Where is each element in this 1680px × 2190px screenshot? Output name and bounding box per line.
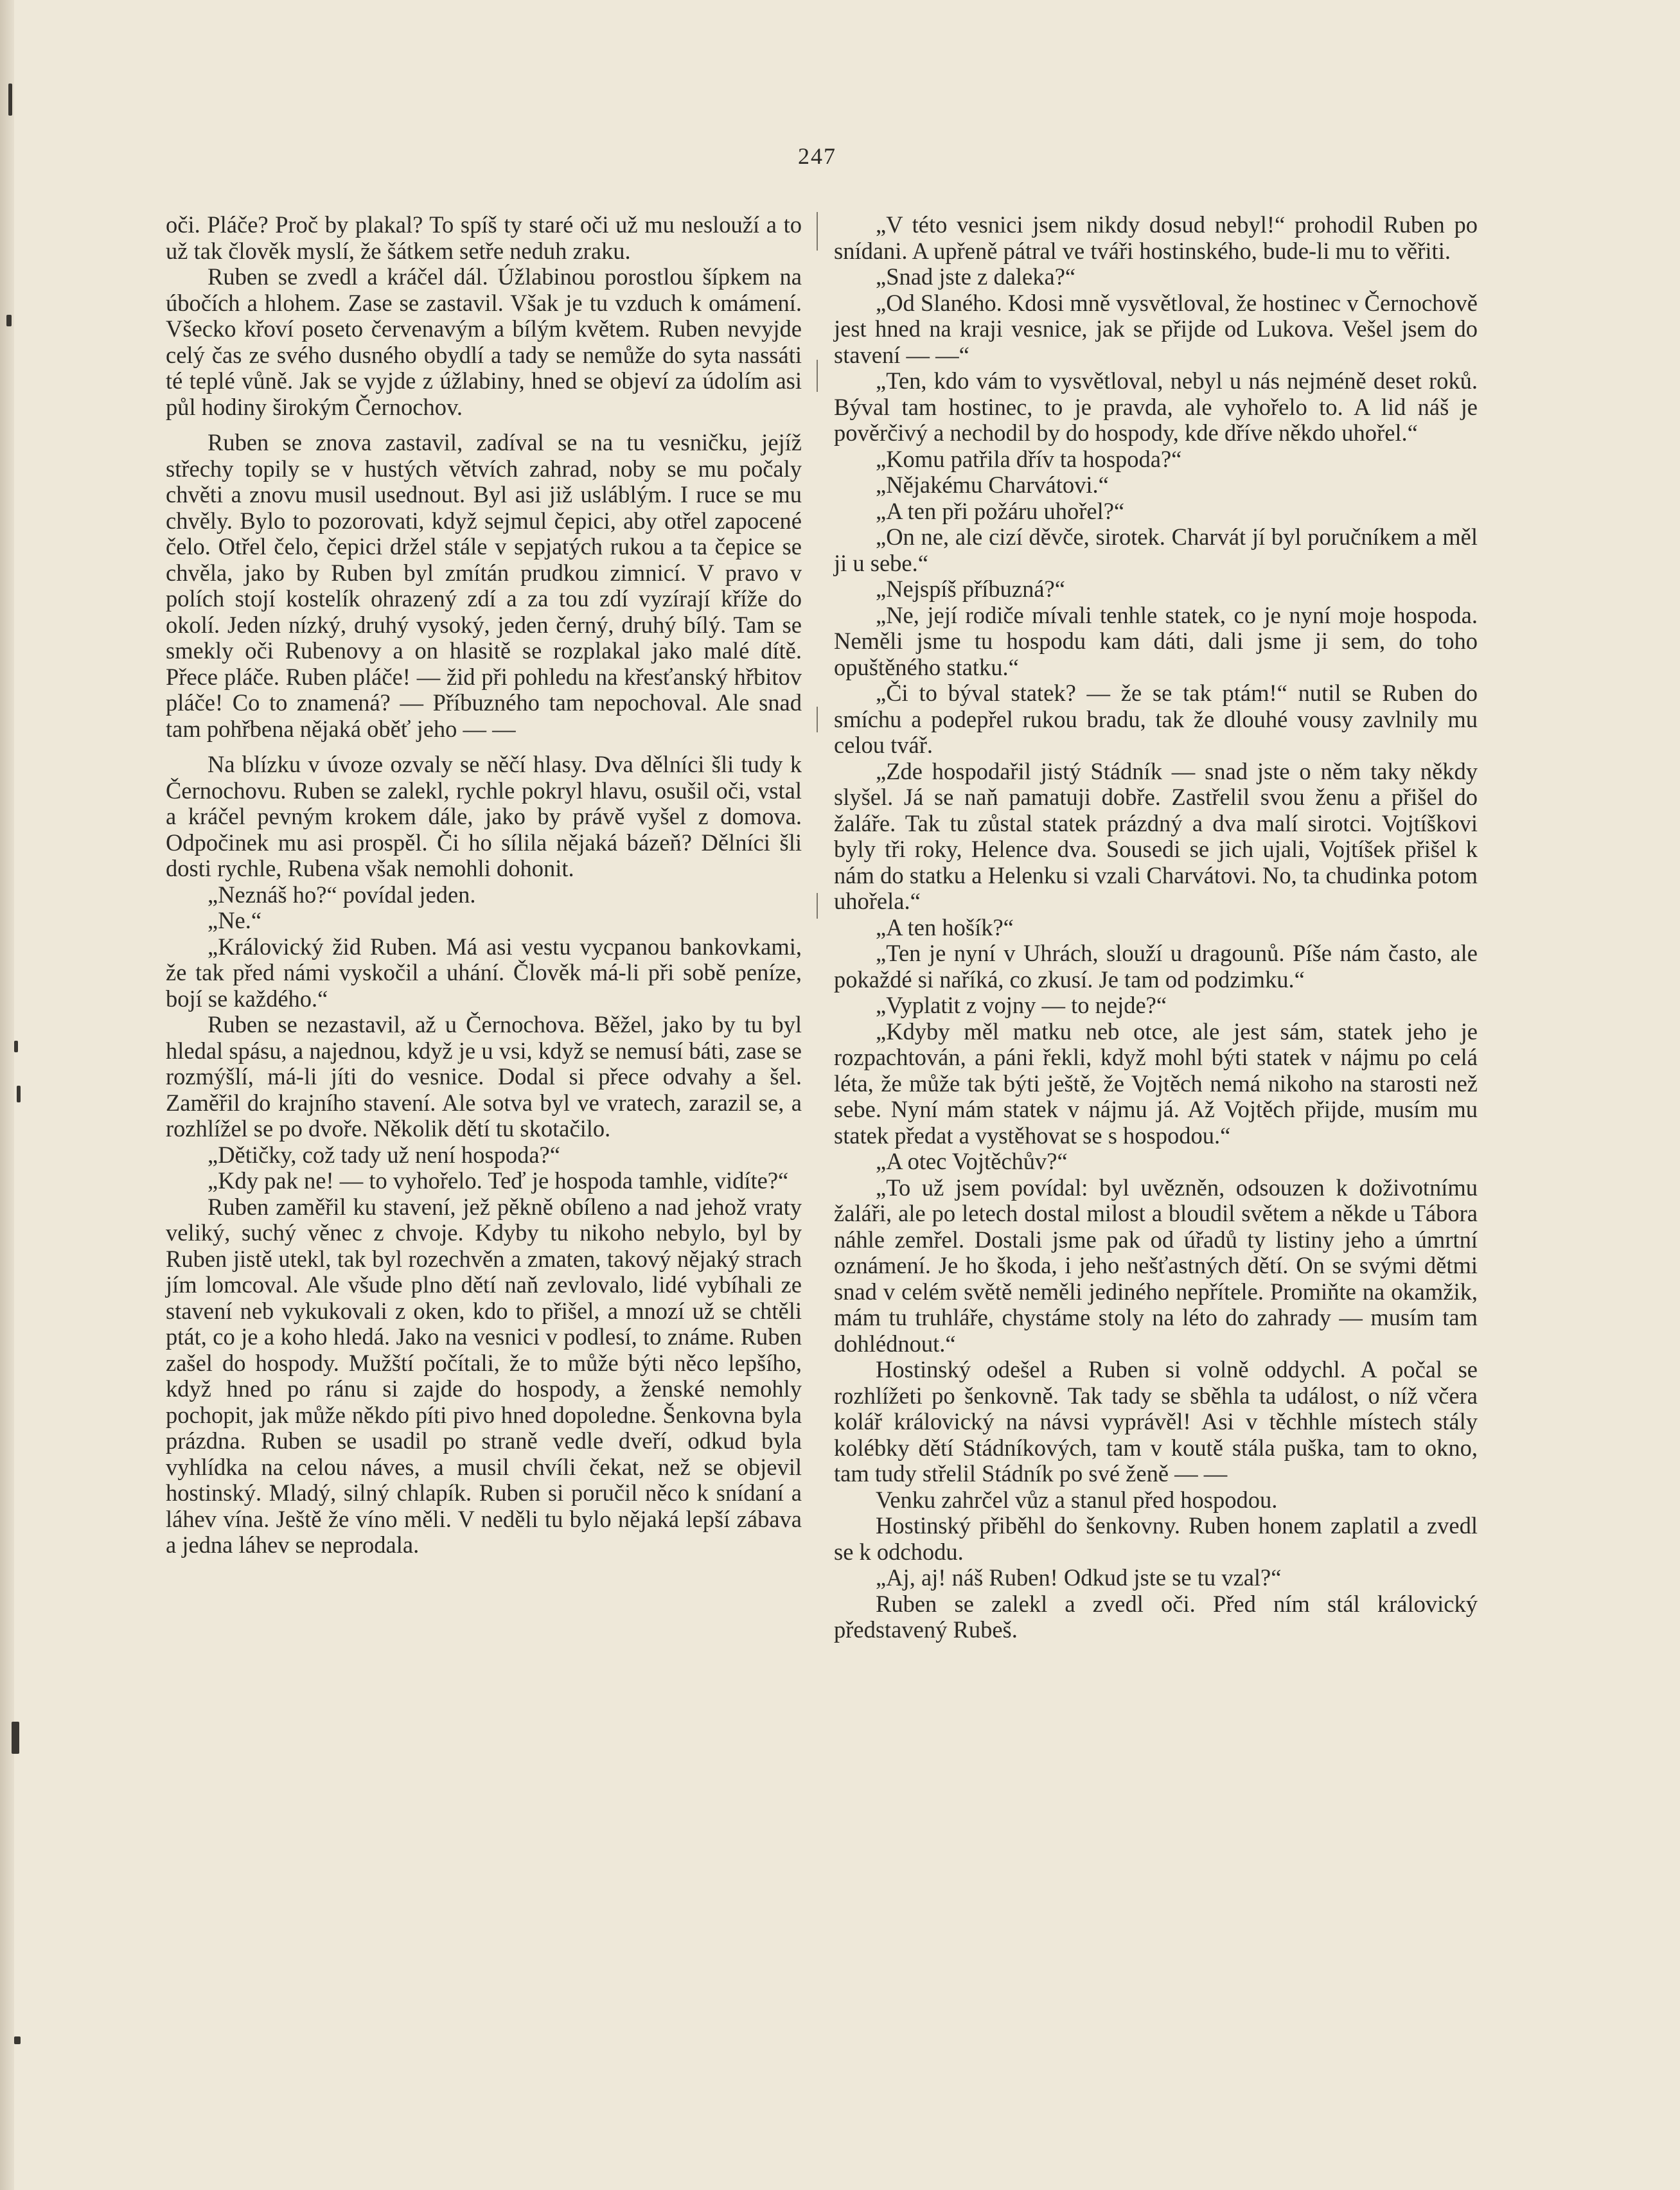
paragraph: Hostinský přiběhl do šenkovny. Ruben honem zaplatil a zvedl se k odchodu. [834, 1512, 1478, 1565]
paragraph: Na blízku v úvoze ozvaly se něčí hlasy. Dva dělníci šli tudy k Černochovu. Ruben se zalekl, rychle pokryl hlavu, osušil oči, vstal a kráčel pevným krokem dále, jako by právě vyšel z domova. Odpočinek mu asi prospěl. Či ho sílila nějaká bázeň? Dělníci šli dosti rychle, Rubena však nemohli dohonit. [166, 751, 802, 881]
paragraph: „Či to býval statek? — že se tak ptám!“ nutil se Ruben do smíchu a podepřel rukou bradu, tak že dlouhé vousy zavlnily mu celou tvář. [834, 680, 1478, 758]
paragraph: „Komu patřila dřív ta hospoda?“ [876, 445, 1182, 472]
paragraph: „Snad jste z daleka?“ [876, 263, 1076, 290]
page-number: 247 [798, 143, 836, 169]
margin-mark [14, 1041, 18, 1052]
paragraph: „Ten je nyní v Uhrách, slouží u dragounů. Píše nám často, ale pokaždé si naříká, co zkusí. Je tam od podzimku.“ [834, 940, 1478, 993]
paragraph: Venku zahrčel vůz a stanul před hospodou. [876, 1486, 1278, 1513]
paragraph: „V této vesnici jsem nikdy dosud nebyl!“ prohodil Ruben po snídani. A upřeně pátral ve tváři hostinského, bude-li mu to věřiti. [834, 211, 1478, 264]
paragraph: Hostinský odešel a Ruben si volně oddychl. A počal se rozhlížeti po šenkovně. Tak tady se sběhla ta událost, o níž včera kolář královický na návsi vyprávěl! Asi v těchhle místech stály kolébky dětí Stádníkových, tam v koutě stála puška, tam to okno, tam tudy střelil Stádník po své ženě — — [834, 1356, 1478, 1487]
paragraph: Ruben zaměřil ku stavení, jež pěkně obíleno a nad jehož vraty veliký, suchý věnec z chvoje. Kdyby tu nikoho nebylo, byl by Ruben jistě utekl, tak byl rozechvěn a zmaten, takový nějaký strach jím lomcoval. Ale všude plno dětí naň zevlovalo, lidé vybíhali ze stavení neb vykukovali z oken, kdo to přišel, a mnozí už se chtěli ptát, co je a koho hledá. Jako na vesnici v podlesí, to známe. Ruben zašel do hospody. Mužští počítali, že to může býti něco lepšího, když hned po ránu si zajde do hospody, a ženské nemohly pochopit, jak může někdo píti pivo hned dopoledne. Šenkovna byla prázdna. Ruben se usadil po straně vedle dveří, odkud byla vyhlídka na celou náves, a musil chvíli čekat, než se objevil hostinský. Mladý, silný chlapík. Ruben si poručil něco k snídaní a láhev vína. Ještě že víno měli. V neděli tu bylo nějaká lepší zábava a jedna láhev se neprodala. [166, 1193, 802, 1558]
margin-mark [8, 84, 12, 116]
paragraph: „A ten při požáru uhořel?“ [876, 497, 1125, 524]
paragraph: „Královický žid Ruben. Má asi vestu vycpanou bankovkami, že tak před námi vyskočil a uhání. Člověk má-li při sobě peníze, bojí se každého.“ [166, 933, 802, 1012]
paragraph: „Ne, její rodiče mívali tenhle statek, co je nyní moje hospoda. Neměli jsme tu hospodu kam dáti, dali jsme ji sem, do toho opuštěného statku.“ [834, 601, 1478, 680]
paragraph: „Ne.“ [208, 907, 262, 933]
paragraph: „Vyplatit z vojny — to nejde?“ [876, 992, 1167, 1018]
paragraph: „Zde hospodařil jistý Stádník — snad jste o něm taky někdy slyšel. Já se naň pamatuji dobře. Zastřelil svou ženu a přišel do žaláře. Tak tu zůstal statek prázdný a dva malí sirotci. Vojtíškovi byly tři roky, Helence dva. Sousedi se jich ujali, Vojtíšek přišel k nám do statku a Helenku si vzali Charvátovi. No, ta chudinka potom uhořela.“ [834, 757, 1478, 914]
paragraph: Ruben se zvedl a kráčel dál. Úžlabinou porostlou šípkem na úbočích a hlohem. Zase se zastavil. Však je tu vzduch k omámení. Všecko křoví poseto červenavým a bílým květem. Ruben nevyjde celý čas ze svého dusného obydlí a tady se nemůže do syta nassáti té teplé vůně. Jak se vyjde z úžlabiny, hned se objeví za údolím asi půl hodiny širokým Černochov. [166, 263, 802, 420]
paragraph: oči. Pláče? Proč by plakal? To spíš ty staré oči už mu neslouží a to už tak člověk myslí, že šátkem setře neduh zraku. [166, 211, 802, 264]
left-column [166, 212, 802, 1559]
paragraph: „Dětičky, což tady už není hospoda?“ [208, 1141, 560, 1168]
paragraph: „Kdy pak ne! — to vyhořelo. Teď je hospoda tamhle, vidíte?“ [208, 1167, 789, 1194]
margin-mark [6, 315, 12, 326]
margin-mark [17, 1086, 21, 1102]
paragraph: „On ne, ale cizí děvče, sirotek. Charvát jí byl poručníkem a měl ji u sebe.“ [834, 524, 1478, 576]
margin-mark [12, 1722, 19, 1754]
column-divider [817, 212, 818, 251]
right-column [834, 212, 1478, 1643]
paragraph: „To už jsem povídal: byl uvězněn, odsouzen k doživotnímu žaláři, ale po letech dostal milost a bloudil světem a někde u Tábora náhle zemřel. Dostali jsme pak od úřadů ty listiny jeho a úmrtní oznámení. Je ho škoda, i jeho nešťastných dětí. On se svými dětmi snad v celém světě neměli jediného nepřítele. Promiňte na okamžik, mám tu truhláře, chystáme stoly na léto do zahrady — musím tam dohlédnout.“ [834, 1174, 1478, 1357]
paragraph: „Kdyby měl matku neb otce, ale jest sám, statek jeho je rozpachtován, a páni řekli, když mohl býti statek v nájmu po celá léta, že může tak býti ještě, že Vojtěch nemá nikoho na starosti než sebe. Nyní mám statek v nájmu já. Až Vojtěch přijde, musím mu statek předat a vystěhovat se s hospodou.“ [834, 1018, 1478, 1149]
column-divider [817, 707, 818, 732]
paragraph: „Aj, aj! náš Ruben! Odkud jste se tu vzal?“ [876, 1564, 1282, 1591]
paragraph: „Ten, kdo vám to vysvětloval, nebyl u nás nejméně deset roků. Býval tam hostinec, to je pravda, ale vyhořelo to. A lid náš je pověrčivý a nechodil by do hospody, kde dříve někdo uhořel.“ [834, 367, 1478, 446]
paragraph: Ruben se znova zastavil, zadíval se na tu vesničku, jejíž střechy topily se v hustých větvích zahrad, noby se mu počaly chvěti a znovu musil usednout. Byl asi již usláblým. I ruce se mu chvěly. Bylo to pozorovati, když sejmul čepici, aby otřel zapocené čelo. Otřel čelo, čepici držel stále v sepjatých rukou a ta čepice se chvěla, jako by Ruben byl zmítán prudkou zimnicí. V pravo v polích stojí kostelík ohrazený zdí a za tou zdí vyzírají kříže do okolí. Jeden nízký, druhý vysoký, jeden černý, druhý bílý. Tam se smekly oči Rubenovy a on hlasitě se rozplakal jako malé dítě. Přece pláče. Ruben pláče! — žid při pohledu na křesťanský hřbitov pláče! Co to znamená? — Příbuzného tam nepochoval. Ale snad tam pohřbena nějaká oběť jeho — — [166, 429, 802, 742]
paragraph: „Nejspíš příbuzná?“ [876, 576, 1065, 602]
paragraph: Ruben se zalekl a zvedl oči. Před ním stál královický představený Rubeš. [834, 1590, 1478, 1643]
margin-mark [14, 2036, 21, 2044]
paragraph: „A otec Vojtěchův?“ [876, 1148, 1068, 1174]
column-divider [817, 893, 818, 919]
column-divider [817, 360, 818, 392]
paragraph: „Neznáš ho?“ povídal jeden. [208, 881, 476, 908]
paragraph: Ruben se nezastavil, až u Černochova. Běžel, jako by tu byl hledal spásu, a najednou, když je u vsi, když se nemusí báti, zase se rozmýšlí, má-li jíti do vesnice. Dodal si přece odvahy a šel. Zaměřil do krajního stavení. Ale sotva byl ve vratech, zarazil se, a rozhlížel se po dvoře. Několik dětí tu skotačilo. [166, 1011, 802, 1142]
paragraph: „A ten hošík?“ [876, 914, 1014, 940]
paragraph: „Od Slaného. Kdosi mně vysvětloval, že hostinec v Černochově jest hned na kraji vesnice, jak se přijde od Lukova. Vešel jsem do stavení — —“ [834, 289, 1478, 368]
book-spine-shadow [0, 0, 14, 2190]
paragraph: „Nějakému Charvátovi.“ [876, 472, 1109, 498]
